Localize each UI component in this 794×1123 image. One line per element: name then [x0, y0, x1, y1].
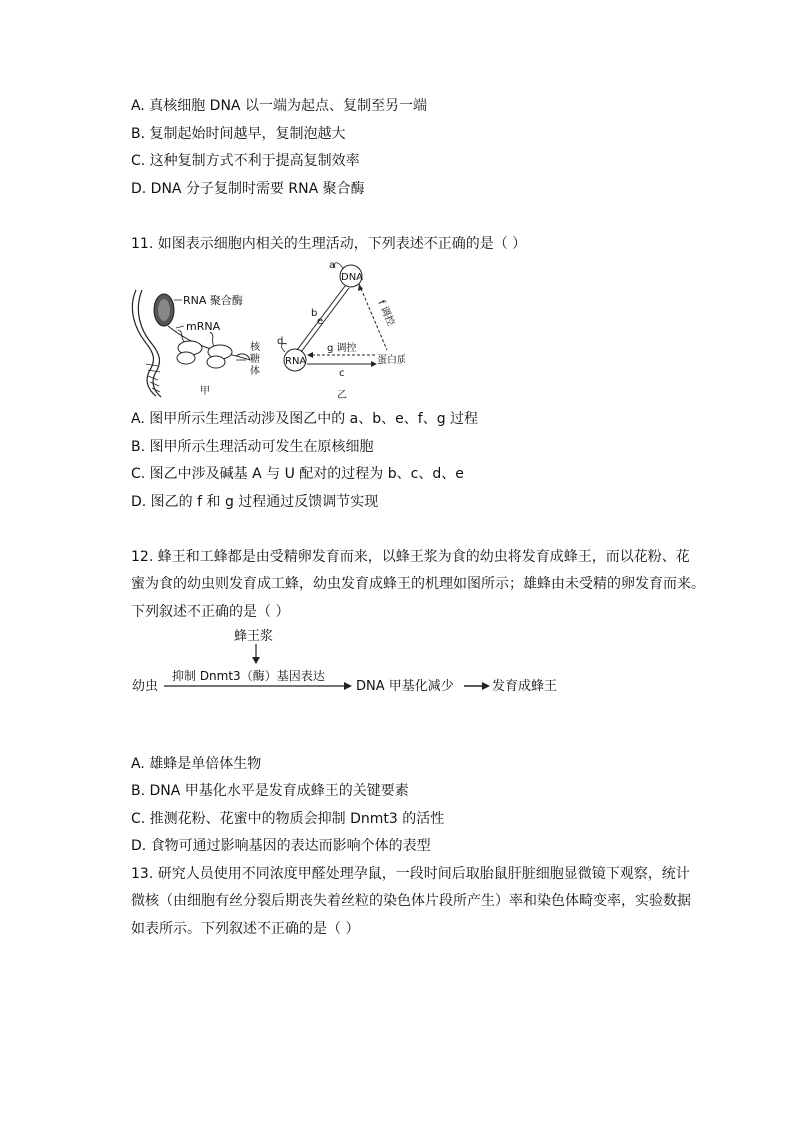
q12-stem-line-2: 蜜为食的幼虫则发育成工蜂，幼虫发育成蜂王的机理如图所示；雄蜂由未受精的卵发育而来。 [131, 576, 705, 592]
label-larva: 幼虫 [132, 679, 159, 694]
label-rna-polymerase: RNA 聚合酶 [183, 294, 243, 307]
q10-option-a: A. 真核细胞 DNA 以一端为起点、复制至另一端 [131, 98, 427, 114]
q12-option-d: D. 食物可通过影响基因的表达而影响个体的表型 [131, 838, 431, 854]
label-ribosome-3: 体 [250, 366, 260, 377]
q11-stem: 11. 如图表示细胞内相关的生理活动，下列表述不正确的是（ ） [131, 236, 527, 252]
q12-option-c: C. 推测花粉、花蜜中的物质会抑制 Dnmt3 的活性 [131, 811, 445, 827]
q12-option-a: A. 雄蜂是单倍体生物 [131, 756, 262, 772]
q11-option-a: A. 图甲所示生理活动涉及图乙中的 a、b、e、f、g 过程 [131, 411, 479, 427]
node-protein: 蛋白质 [377, 355, 405, 366]
q13-stem-line-1: 13. 研究人员使用不同浓度甲醛处理孕鼠，一段时间后取胎鼠肝脏细胞显微镜下观察，统计 [131, 866, 690, 882]
figure-yi-drawing [275, 258, 405, 403]
q10-option-b: B. 复制起始时间越早，复制泡越大 [131, 126, 346, 142]
figure-jia [128, 268, 268, 400]
q13-stem-line-2: 微核（由细胞有丝分裂后期丧失着丝粒的染色体片段所产生）率和染色体畸变率，实验数据 [131, 893, 691, 909]
label-d: d [277, 336, 284, 347]
q11-option-d: D. 图乙的 f 和 g 过程通过反馈调节实现 [131, 494, 379, 510]
q12-option-b: B. DNA 甲基化水平是发育成蜂王的关键要素 [131, 783, 409, 799]
label-e: e [317, 316, 324, 327]
q12-stem-line-1: 12. 蜂王和工蜂都是由受精卵发育而来，以蜂王浆为食的幼虫将发育成蜂王，而以花粉、花 [131, 549, 690, 565]
caption-yi: 乙 [337, 390, 347, 401]
label-royal-jelly: 蜂王浆 [234, 629, 274, 644]
label-develop-queen: 发育成蜂王 [492, 679, 558, 694]
label-inhibit-dnmt3: 抑制 Dnmt3（酶）基因表达 [172, 669, 325, 683]
q13-stem-line-3: 如表所示。下列叙述不正确的是（ ） [131, 921, 360, 937]
figure-royal-jelly-flow [128, 626, 578, 698]
q11-option-b: B. 图甲所示生理活动可发生在原核细胞 [131, 439, 374, 455]
label-f-regulation: f 调控 [375, 298, 397, 328]
node-rna: RNA [285, 356, 307, 367]
q12-stem-line-3: 下列叙述不正确的是（ ） [131, 604, 290, 620]
caption-jia: 甲 [200, 386, 210, 397]
label-c: c [339, 368, 345, 379]
node-dna: DNA [341, 272, 364, 283]
label-ribosome-2: 糖 [250, 354, 260, 365]
label-mrna: mRNA [186, 320, 221, 333]
label-dna-methylation: DNA 甲基化减少 [356, 679, 454, 694]
label-g-regulation: g 调控 [327, 343, 357, 354]
q11-option-c: C. 图乙中涉及碱基 A 与 U 配对的过程为 b、c、d、e [131, 466, 464, 482]
label-a: a [329, 260, 336, 271]
q10-option-c: C. 这种复制方式不利于提高复制效率 [131, 153, 360, 169]
figure-yi [275, 258, 405, 403]
label-b: b [311, 308, 318, 319]
label-ribosome-1: 核 [250, 342, 260, 353]
flow-drawing [128, 626, 578, 698]
figure-jia-drawing [128, 268, 268, 400]
q10-option-d: D. DNA 分子复制时需要 RNA 聚合酶 [131, 181, 365, 197]
